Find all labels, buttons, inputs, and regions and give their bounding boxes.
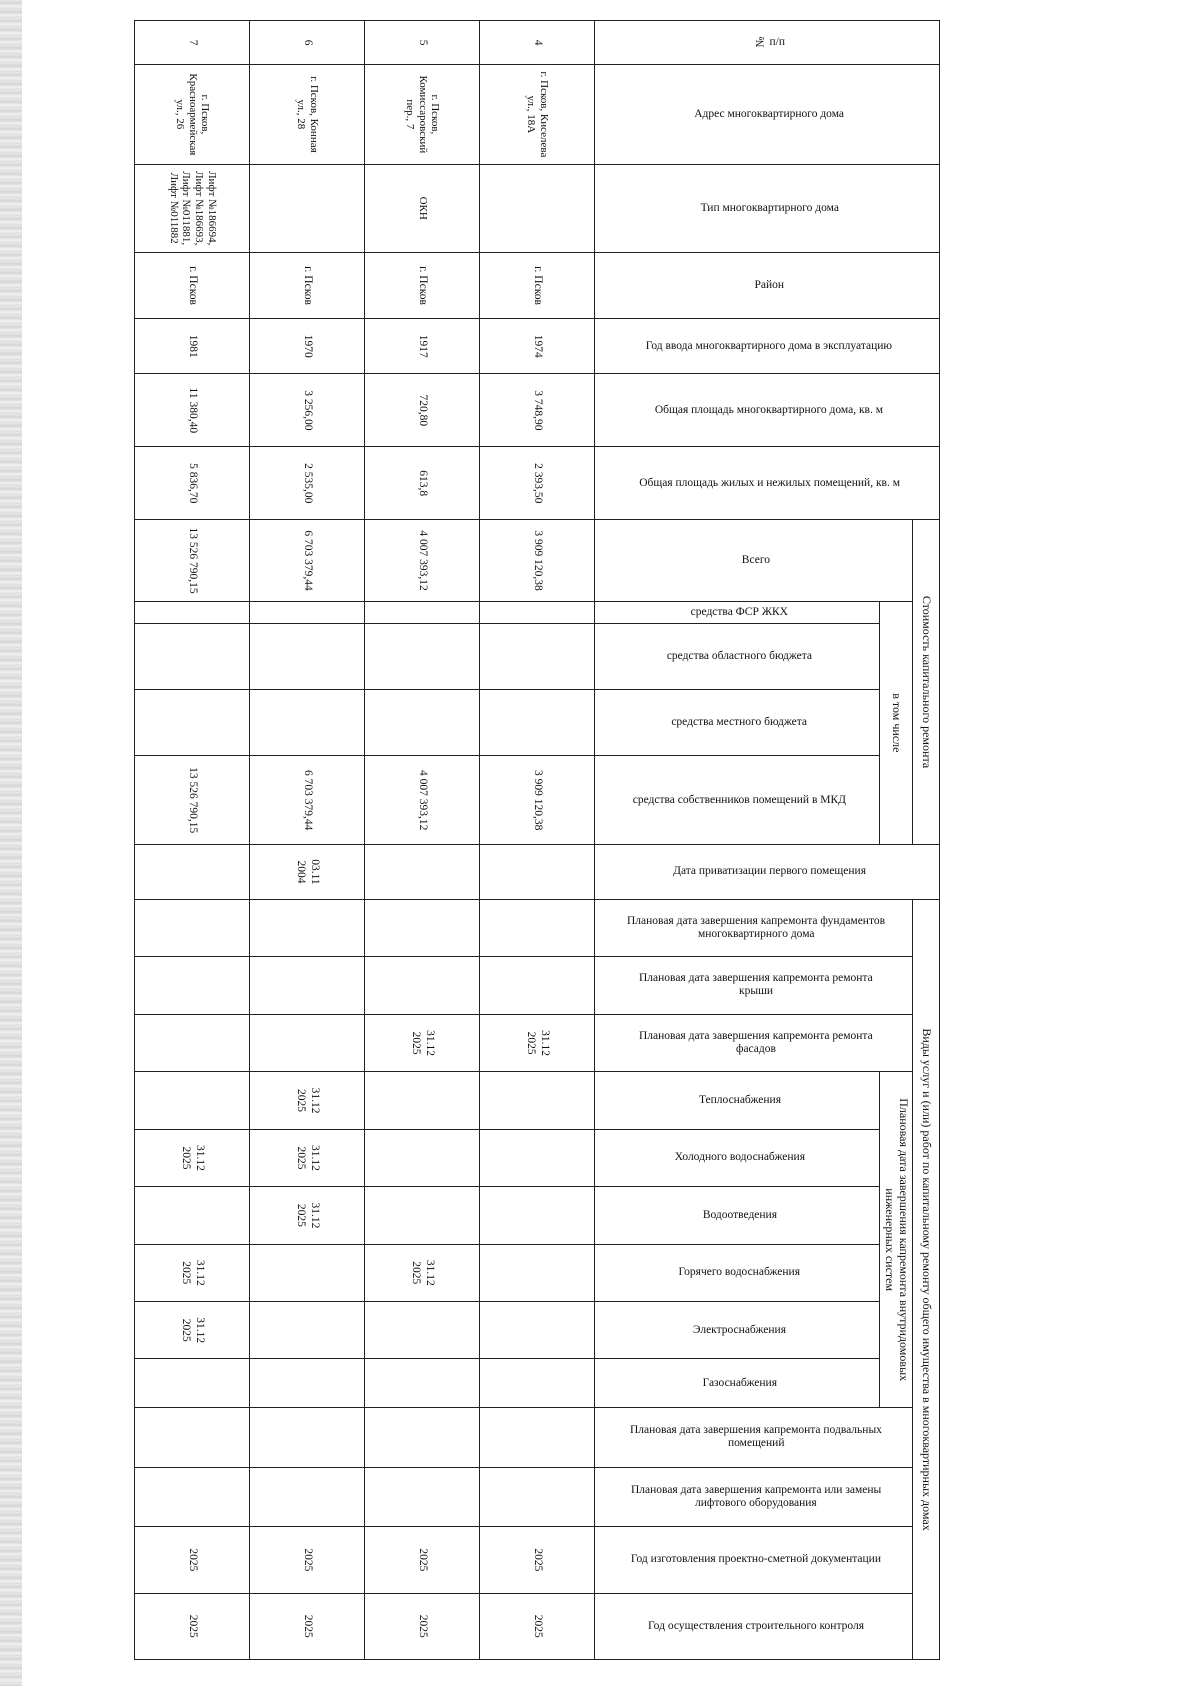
cell-sewer — [365, 1187, 480, 1244]
cell-privatization — [480, 844, 595, 899]
cell-cost-regional — [135, 623, 250, 689]
scan-edge — [0, 0, 22, 1686]
cell-total-area: 720,80 — [365, 374, 480, 447]
header-privatization: Дата приватизации первого помещения — [595, 844, 940, 899]
cell-hot-water — [480, 1244, 595, 1301]
cell-cost-owners: 13 526 790,15 — [135, 756, 250, 844]
cell-heat — [135, 1072, 250, 1129]
header-address: Адрес многоквартирного дома — [595, 65, 940, 164]
cell-gas — [135, 1359, 250, 1408]
cell-facade — [250, 1014, 365, 1071]
table-row — [250, 21, 365, 1660]
cell-cold-water: 31.12 2025 — [135, 1129, 250, 1186]
cell-roof — [250, 957, 365, 1014]
header-design-year: Год изготовления проектно-сметной документации — [595, 1527, 913, 1593]
cell-type — [480, 164, 595, 252]
cell-living-area: 2 393,50 — [480, 447, 595, 520]
header-lift: Плановая дата завершения капремонта или замены лифтового оборудования — [595, 1467, 913, 1527]
cell-basement — [250, 1408, 365, 1468]
cell-control-year: 2025 — [135, 1593, 250, 1659]
header-sewer: Водоотведения — [595, 1187, 880, 1244]
cell-total-area: 3 748,90 — [480, 374, 595, 447]
header-hot-water: Горячего водоснабжения — [595, 1244, 880, 1301]
cell-living-area: 5 836,70 — [135, 447, 250, 520]
cell-living-area: 613,8 — [365, 447, 480, 520]
cell-cost-total: 4 007 393,12 — [365, 520, 480, 602]
cell-control-year: 2025 — [365, 1593, 480, 1659]
cell-gas — [480, 1359, 595, 1408]
header-subgroup-systems: Плановая дата завершения капремонта внутридомовых инженерных систем — [880, 1072, 913, 1408]
cell-facade — [135, 1014, 250, 1071]
cell-foundation — [480, 900, 595, 957]
cell-privatization: 03.11 2004 — [250, 844, 365, 899]
cell-facade: 31.12 2025 — [480, 1014, 595, 1071]
cell-design-year: 2025 — [480, 1527, 595, 1593]
cell-electric — [365, 1302, 480, 1359]
cell-type: Лифт №186694, Лифт №186693, Лифт №011881, Лифт №011882 — [135, 164, 250, 252]
cell-cost-owners: 4 007 393,12 — [365, 756, 480, 844]
cell-lift — [480, 1467, 595, 1527]
cell-lift — [135, 1467, 250, 1527]
header-total-area: Общая площадь многоквартирного дома, кв. м — [595, 374, 940, 447]
cell-basement — [135, 1408, 250, 1468]
cell-foundation — [250, 900, 365, 957]
header-electric: Электроснабжения — [595, 1302, 880, 1359]
cell-cost-fund — [365, 601, 480, 623]
header-year-built: Год ввода многоквартирного дома в эксплуатацию — [595, 319, 940, 374]
cell-cost-fund — [135, 601, 250, 623]
cell-cost-regional — [365, 623, 480, 689]
cell-year-built: 1981 — [135, 319, 250, 374]
header-roof: Плановая дата завершения капремонта ремонта крыши — [595, 957, 913, 1014]
cell-facade: 31.12 2025 — [365, 1014, 480, 1071]
cell-privatization — [365, 844, 480, 899]
cell-design-year: 2025 — [250, 1527, 365, 1593]
header-living-area: Общая площадь жилых и нежилых помещений, кв. м — [595, 447, 940, 520]
cell-electric — [250, 1302, 365, 1359]
cell-design-year: 2025 — [365, 1527, 480, 1593]
cell-cost-fund — [480, 601, 595, 623]
header-cold-water: Холодного водоснабжения — [595, 1129, 880, 1186]
cell-cold-water — [480, 1129, 595, 1186]
cell-number: 6 — [250, 21, 365, 65]
table-row — [480, 21, 595, 1660]
cell-basement — [365, 1408, 480, 1468]
header-group-works: Виды услуг и (или) работ по капитальному ремонту общего имущества в многоквартирных домах — [913, 900, 940, 1660]
cell-cost-regional — [250, 623, 365, 689]
cell-address: г. Псков, Киселева ул., 18А — [480, 65, 595, 164]
cell-control-year: 2025 — [480, 1593, 595, 1659]
cell-cold-water — [365, 1129, 480, 1186]
cell-heat: 31.12 2025 — [250, 1072, 365, 1129]
header-foundation: Плановая дата завершения капремонта фундаментов многоквартирного дома — [595, 900, 913, 957]
cell-cost-owners: 3 909 120,38 — [480, 756, 595, 844]
cell-year-built: 1917 — [365, 319, 480, 374]
cell-district: г. Псков — [135, 252, 250, 318]
cell-cost-owners: 6 703 379,44 — [250, 756, 365, 844]
capital-repair-table — [134, 20, 940, 1660]
cell-number: 4 — [480, 21, 595, 65]
cell-cost-total: 3 909 120,38 — [480, 520, 595, 602]
cell-cost-regional — [480, 623, 595, 689]
cell-total-area: 11 380,40 — [135, 374, 250, 447]
cell-cost-local — [250, 690, 365, 756]
cell-foundation — [135, 900, 250, 957]
cell-electric: 31.12 2025 — [135, 1302, 250, 1359]
cell-hot-water: 31.12 2025 — [365, 1244, 480, 1301]
document-page — [160, 20, 940, 1660]
cell-number: 7 — [135, 21, 250, 65]
header-cost-total: Всего — [595, 520, 913, 602]
cell-address: г. Псков, Красноармейская ул., 26 — [135, 65, 250, 164]
cell-district: г. Псков — [480, 252, 595, 318]
cell-living-area: 2 535,00 — [250, 447, 365, 520]
cell-type: ОКН — [365, 164, 480, 252]
cell-year-built: 1974 — [480, 319, 595, 374]
cell-heat — [480, 1072, 595, 1129]
cell-privatization — [135, 844, 250, 899]
header-basement: Плановая дата завершения капремонта подвальных помещений — [595, 1408, 913, 1468]
cell-sewer — [480, 1187, 595, 1244]
header-cost-local: средства местного бюджета — [595, 690, 880, 756]
header-control-year: Год осуществления строительного контроля — [595, 1593, 913, 1659]
header-cost-regional: средства областного бюджета — [595, 623, 880, 689]
header-subgroup-including: в том числе — [880, 601, 913, 844]
cell-roof — [365, 957, 480, 1014]
table-row — [135, 21, 250, 1660]
cell-cost-total: 6 703 379,44 — [250, 520, 365, 602]
header-cost-fund: средства ФСР ЖКХ — [595, 601, 880, 623]
table-row — [365, 21, 480, 1660]
cell-cost-local — [135, 690, 250, 756]
cell-gas — [250, 1359, 365, 1408]
cell-roof — [135, 957, 250, 1014]
header-type: Тип многоквартирного дома — [595, 164, 940, 252]
cell-electric — [480, 1302, 595, 1359]
cell-district: г. Псков — [365, 252, 480, 318]
cell-cost-local — [365, 690, 480, 756]
cell-lift — [365, 1467, 480, 1527]
cell-type — [250, 164, 365, 252]
cell-number: 5 — [365, 21, 480, 65]
header-heat: Теплоснабжения — [595, 1072, 880, 1129]
header-gas: Газоснабжения — [595, 1359, 880, 1408]
cell-cost-total: 13 526 790,15 — [135, 520, 250, 602]
cell-address: г. Псков, Комиссаровский пер., 7 — [365, 65, 480, 164]
cell-cold-water: 31.12 2025 — [250, 1129, 365, 1186]
header-facade: Плановая дата завершения капремонта ремонта фасадов — [595, 1014, 913, 1071]
cell-basement — [480, 1408, 595, 1468]
cell-hot-water: 31.12 2025 — [135, 1244, 250, 1301]
cell-heat — [365, 1072, 480, 1129]
cell-lift — [250, 1467, 365, 1527]
cell-sewer: 31.12 2025 — [250, 1187, 365, 1244]
header-group-cost: Стоимость капитального ремонта — [913, 520, 940, 845]
cell-cost-local — [480, 690, 595, 756]
cell-foundation — [365, 900, 480, 957]
header-district: Район — [595, 252, 940, 318]
cell-address: г. Псков, Конная ул., 28 — [250, 65, 365, 164]
cell-control-year: 2025 — [250, 1593, 365, 1659]
cell-year-built: 1970 — [250, 319, 365, 374]
cell-sewer — [135, 1187, 250, 1244]
cell-design-year: 2025 — [135, 1527, 250, 1593]
header-cost-owners: средства собственников помещений в МКД — [595, 756, 880, 844]
header-number: № п/п — [595, 21, 940, 65]
cell-district: г. Псков — [250, 252, 365, 318]
cell-total-area: 3 256,00 — [250, 374, 365, 447]
cell-cost-fund — [250, 601, 365, 623]
cell-roof — [480, 957, 595, 1014]
cell-hot-water — [250, 1244, 365, 1301]
cell-gas — [365, 1359, 480, 1408]
